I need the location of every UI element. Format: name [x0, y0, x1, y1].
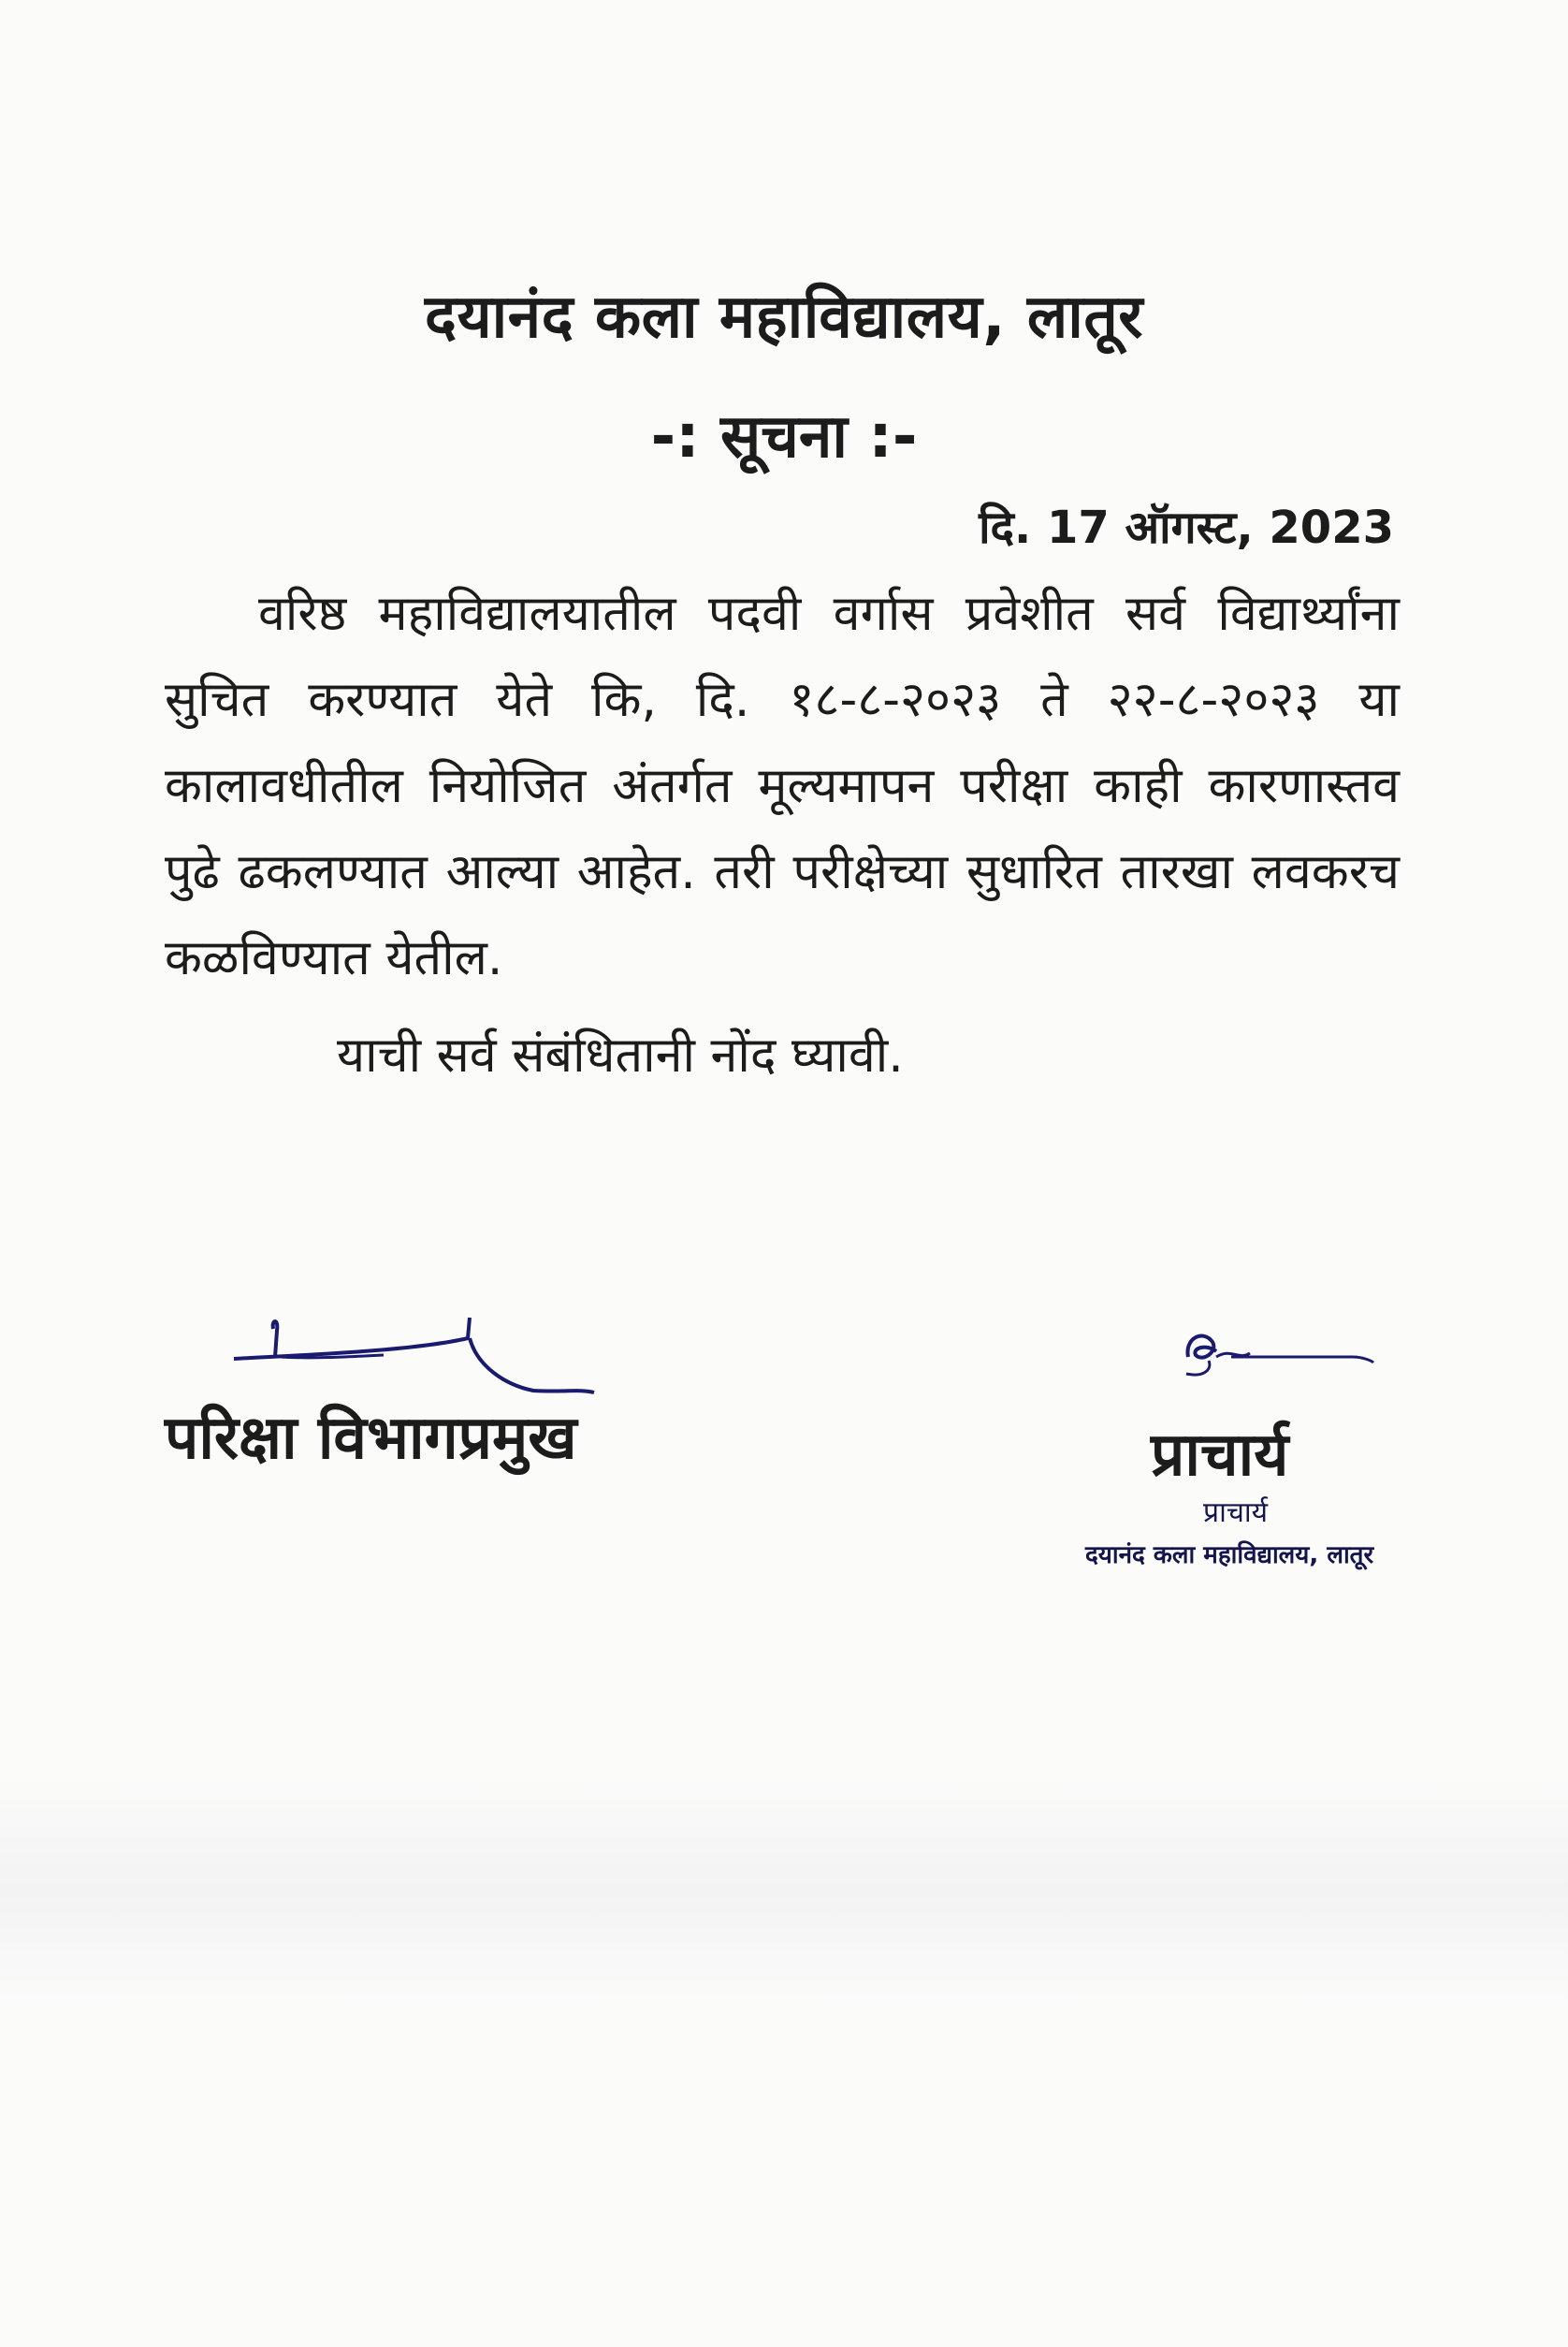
principal-signature — [1175, 1319, 1381, 1413]
principal-title: प्राचार्य — [1151, 1421, 1289, 1490]
scan-shading — [0, 1778, 1568, 2003]
exam-head-title: परिक्षा विभागप्रमुख — [165, 1404, 577, 1473]
notice-paragraph: वरिष्ठ महाविद्यालयातील पदवी वर्गास प्रवेशीत सर्व विद्यार्थ्यांना सुचित करण्यात येते कि, दि. १८-८-२०२३ ते २२-८-२०२३ या कालावधीतील नियोजित अंतर्गत मूल्यमापन परीक्षा काही कारणास्तव पुढे ढकलण्यात आल्या आहेत. तरी परीक्षेच्या सुधारित तारखा लवकरच कळविण्यात येतील. — [165, 586, 1400, 986]
college-name: दयानंद कला महाविद्यालय, लातूर — [425, 283, 1143, 352]
stamp-designation: प्राचार्य — [1203, 1496, 1269, 1529]
notice-body — [165, 571, 1400, 1001]
stamp-college-name: दयानंद कला महाविद्यालय, लातूर — [1085, 1541, 1374, 1569]
signature-graphic — [1175, 1319, 1381, 1413]
notice-date: दि. 17 ऑगस्ट, 2023 — [979, 502, 1394, 554]
closing-line: याची सर्व संबंधितानी नोंद घ्यावी. — [337, 1028, 904, 1084]
notice-heading: -: सूचना :- — [650, 402, 918, 472]
